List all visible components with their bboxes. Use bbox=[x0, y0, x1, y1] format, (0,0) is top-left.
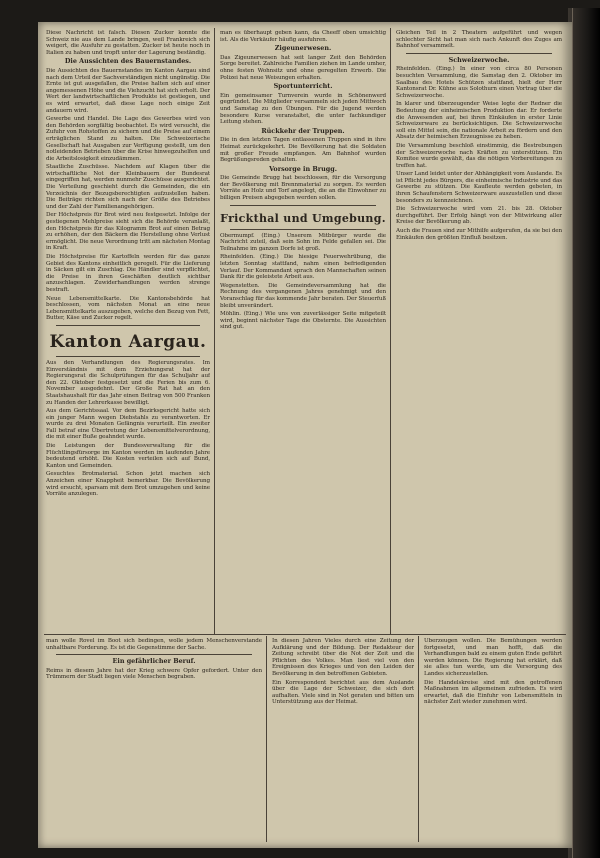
article-heading: Zigeunerwesen. bbox=[274, 44, 332, 53]
article-text: Ein gemeinsamer Turnverein wurde in Schönenwerd gegründet. Die Mitglieder versammeln sich jeden Mittwoch und Samstag zu den Übungen. Für die Jugend werden besondere Kurse veranstaltet, die unter fachkundiger Leitung stehen. bbox=[220, 92, 386, 126]
book-spine bbox=[568, 8, 600, 858]
article-text: Überzeugen wollen. Die Bemühungen werden fortgesetzt, und man hofft, daß die Verhandlungen bald zu einem guten Ende geführt werden können. Die Regierung hat erklärt, daß sie alles tun werde, um die Versorgung des Landes sicherzustellen. bbox=[424, 638, 562, 677]
column-d bbox=[46, 638, 262, 842]
divider bbox=[56, 654, 252, 655]
article-text: In klarer und überzeugender Weise legte der Redner die Bedeutung der einheimischen Produktion dar. Er forderte die Anwesenden auf, bei ihren Einkäufen in erster Linie Schweizerware zu berücksichtigen. Die Schweizerwoche soll ein Mittel sein, die nationale Arbeit zu fördern und den Absatz der heimischen Erzeugnisse zu heben. bbox=[396, 101, 562, 141]
article-text: Auch die Frauen sind zur Mithilfe aufgerufen, da sie bei den Einkäufen den größten Einfluß besitzen. bbox=[396, 228, 562, 241]
article-text: man wolle Rovel im Boot sich bedingen, wolle jedem Menschenverstande unhaltbare Forderung. Es ist die Gegenstimme der Sache. bbox=[46, 638, 262, 651]
column-a bbox=[46, 30, 210, 632]
article-text: Der Höchstpreis für Brot wird neu festgesetzt. Infolge der gestiegenen Mehlpreise sieht sich die Behörde veranlaßt, den Höchstpreis für das Kilogramm Brot auf einen Betrag zu erhöhen, der den Bäckern die Herstellung ohne Verlust ermöglicht. Die neue Verordnung tritt am nächsten Montag in Kraft. bbox=[46, 212, 210, 252]
article-text: Die Schweizerwoche wird vom 21. bis 28. Oktober durchgeführt. Der Erfolg hängt von der Mitwirkung aller Kreise der Bevölkerung ab. bbox=[396, 206, 562, 226]
article-heading: Rückkehr der Truppen. bbox=[261, 126, 345, 135]
column-c bbox=[396, 30, 562, 632]
article-text: Die in den letzten Tagen entlassenen Truppen sind in ihre Heimat zurückgekehrt. Die Bevölkerung hat die Soldaten mit großer Freude empfangen. Am Bahnhof wurden Begrüßungsreden gehalten. bbox=[220, 137, 386, 164]
spine-line bbox=[572, 8, 573, 858]
divider bbox=[230, 205, 376, 206]
article-heading: Die Aussichten des Bauernstandes. bbox=[64, 57, 192, 66]
article-text: Die Handelskreise sind mit den getroffenen Maßnahmen im allgemeinen zufrieden. Es wird erwartet, daß die Einfuhr von Lebensmitteln in nächster Zeit wieder zunehmen wird. bbox=[424, 679, 562, 706]
column-rule-left bbox=[214, 28, 215, 634]
divider bbox=[406, 53, 552, 54]
column-e bbox=[272, 638, 414, 842]
article-text: Rheinfelden. (Eing.) Die hiesige Feuerwehrübung, die letzten Sonntag stattfand, nahm einen befriedigenden Verlauf. Der Kommandant sprach den Mannschaften seinen Dank für die geleistete Arbeit aus. bbox=[220, 254, 386, 281]
column-rule-lower-right bbox=[418, 636, 419, 842]
article-text: Die Leistungen der Bundesverwaltung für die Flüchtlingsfürsorge im Kanton werden im laufenden Jahre bedeutend erhöht. Die Kosten verteilen sich auf Bund, Kanton und Gemeinden. bbox=[46, 443, 210, 469]
article-text: Gleichen Teil in 2 Theatern aufgeführt und wegen schlechter Sicht hat man sich nach Ankunft des Zuges am Bahnhof versammelt. bbox=[396, 30, 562, 50]
article-heading: Schweizerwoche. bbox=[448, 55, 510, 64]
article-text: Aus den Verhandlungen des Regierungsrates. Im Einverständnis mit dem Erziehungsrat hat der Regierungsrat die Schulprüfungen für das Schuljahr auf den 22. Oktober festgesetzt und die Ferien bis zum 6. November ausgedehnt. Der Große Rat hat an den Staatshaushalt für das Jahr einen Beitrag von 500 Franken zu Handen der Lehrerkasse bewilligt. bbox=[46, 359, 210, 406]
article-heading: Ein gefährlicher Beruf. bbox=[112, 657, 196, 666]
article-text: Diese Nachricht ist falsch. Diesen Zucker konnte die Schweiz nie aus dem Lande bringen, weil Frankreich sich weigert, die Ausfuhr zu gestatten. Zucker ist heute noch in Italien zu haben und tropft unter der Lagerung beständig. bbox=[46, 30, 210, 56]
section-rule bbox=[44, 634, 566, 635]
article-text: Unser Land leidet unter der Abhängigkeit vom Auslande. Es ist Pflicht jedes Bürgers, die einheimische Industrie und das Gewerbe zu stützen. Die Kaufleute werden gebeten, in ihren Schaufenstern Schweizerware auszustellen und diese besonders zu kennzeichnen. bbox=[396, 171, 562, 204]
newspaper-page bbox=[38, 22, 572, 848]
article-text: man es überhaupt geben kann, da Cheeff oben umsichtig ist. Als die Verkäufer häufig ausfuhren. bbox=[220, 30, 386, 43]
article-text: Die Aussichten des Bauernstandes im Kanton Aargau sind nach dem Urteil der Sachverständigen nicht ungünstig. Die Ernte ist gut ausgefallen, die Preise halten sich auf einer angemessenen Höhe und die Viehzucht hat sich erholt. Der Wert der landwirtschaftlichen Produkte ist gestiegen, und es wird erwartet, daß diese Lage noch einige Zeit andauern wird. bbox=[46, 67, 210, 114]
article-text: Neue Lebensmittelkarte. Die Kantonsbehörde hat beschlossen, vom nächsten Monat an eine neue Lebensmittelkarte auszugeben, welche den Bezug von Fett, Butter, Käse und Zucker regelt. bbox=[46, 295, 210, 322]
column-f bbox=[424, 638, 562, 842]
article-text: Möhlin. (Eing.) Wie uns von zuverlässiger Seite mitgeteilt wird, beginnt nächster Tage die Obsternte. Die Aussichten sind gut. bbox=[220, 311, 386, 331]
article-text: Gesuchtes Brotmaterial. Schon jetzt machen sich Anzeichen einer Knappheit bemerkbar. Die Bevölkerung wird ersucht, sparsam mit dem Brot umzugehen und keine Vorräte anzulegen. bbox=[46, 471, 210, 498]
article-text: Rheinfelden. (Eing.) In einer von circa 80 Personen besuchten Versammlung, die Samstag den 2. Oktober im Saalbau des Hotels Schützen stattfand, hielt der Herr Kantonsrat Dr. Kühne aus Solothurn einen Vortrag über die Schweizerwoche. bbox=[396, 66, 562, 99]
divider bbox=[56, 325, 200, 326]
article-text: Reims in diesem Jahre hat der Krieg schwere Opfer gefordert. Unter den Trümmern der Stadt liegen viele Menschen begraben. bbox=[46, 667, 262, 681]
section-heading-frickthal: Frickthal und Umgebung. bbox=[220, 211, 386, 225]
column-rule-lower-left bbox=[266, 636, 267, 842]
divider bbox=[56, 356, 200, 357]
article-text: Obermumpf. (Eing.) Unserem Mitbürger wurde die Nachricht zuteil, daß sein Sohn im Felde gefallen sei. Die Teilnahme im ganzen Dorfe ist groß. bbox=[220, 232, 386, 252]
article-heading: Sportunterricht. bbox=[273, 82, 333, 91]
section-heading-kanton-aargau: Kanton Aargau. bbox=[49, 331, 207, 352]
column-rule-right bbox=[390, 28, 391, 634]
article-text: Wegenstetten. Die Gemeindeversammlung hat die Rechnung des vergangenen Jahres genehmigt und den Voranschlag für das kommende Jahr beraten. Der Steuerfuß bleibt unverändert. bbox=[220, 282, 386, 309]
article-text: Die Höchstpreise für Kartoffeln werden für das ganze Gebiet des Kantons einheitlich geregelt. Für die Lieferung in Säcken gilt ein Zuschlag. Die Händler sind verpflichtet, die Preise in ihren Geschäften deutlich sichtbar anzuschlagen. Zuwiderhandlungen werden strenge bestraft. bbox=[46, 254, 210, 293]
article-text: Die Versammlung beschloß einstimmig, die Bestrebungen der Schweizerwoche nach Kräften zu unterstützen. Ein Komitee wurde gewählt, das die nötigen Vorbereitungen zu treffen hat. bbox=[396, 142, 562, 169]
column-b bbox=[220, 30, 386, 632]
article-text: Das Zigeunerwesen hat seit langer Zeit den Behörden Sorge bereitet. Zahlreiche Familien ziehen im Lande umher, ohne festen Wohnsitz und ohne geregelten Erwerb. Die Polizei hat neue Weisungen erhalten. bbox=[220, 54, 386, 81]
article-text: Aus dem Gerichtssaal. Vor dem Bezirksgericht hatte sich ein junger Mann wegen Diebstahls zu verantworten. Er wurde zu drei Monaten Gefängnis verurteilt. Ein zweiter Fall betraf eine Übertretung der Lebensmittelverordnung, die mit einer Buße geahndet wurde. bbox=[46, 408, 210, 441]
article-text: Die Gemeinde Brugg hat beschlossen, für die Versorgung der Bevölkerung mit Brennmaterial zu sorgen. Es werden Vorräte an Holz und Torf angelegt, die an die Einwohner zu billigen Preisen abgegeben werden sollen. bbox=[220, 175, 386, 202]
article-text: Ein Korrespondent berichtet aus dem Auslande über die Lage der Schweizer, die sich dort aufhalten. Viele sind in Not geraten und bitten um Unterstützung aus der Heimat. bbox=[272, 679, 414, 706]
article-text: Staatliche Zuschüsse. Nachdem auf Klagen über die wirtschaftliche Not der Kleinbauern der Bundesrat eingegriffen hat, werden nunmehr Zuschüsse ausgerichtet. Die Verteilung geschieht durch die Gemeinden, die ein Verzeichnis der Bezugsberechtigten aufzustellen haben. Die Beiträge richten sich nach der Größe des Betriebes und der Zahl der Familienangehörigen. bbox=[46, 164, 210, 210]
article-text: In diesen Jahren Vieles durch eine Zeitung der Aufklärung und der Bildung. Der Redakteur der Zeitung schreibt über die Not der Zeit und die Pflichten des Volkes. Man liest viel von den Ereignissen des Krieges und von den Leiden der Bevölkerung in den betroffenen Gebieten. bbox=[272, 638, 414, 677]
divider bbox=[230, 229, 376, 230]
article-text: Gewerbe und Handel. Die Lage des Gewerbes wird von den Behörden sorgfältig beobachtet. Es wird versucht, die Zufuhr von Rohstoffen zu sichern und die Preise auf einem erträglichen Stand zu halten. Die Schweizerische Gesellschaft hat Ausgaben zur Verfügung gestellt, um den notleidenden Betrieben über die Krise hinwegzuhelfen und die Arbeitslosigkeit einzudämmen. bbox=[46, 116, 210, 162]
article-heading: Vorsorge in Brugg. bbox=[269, 164, 337, 173]
